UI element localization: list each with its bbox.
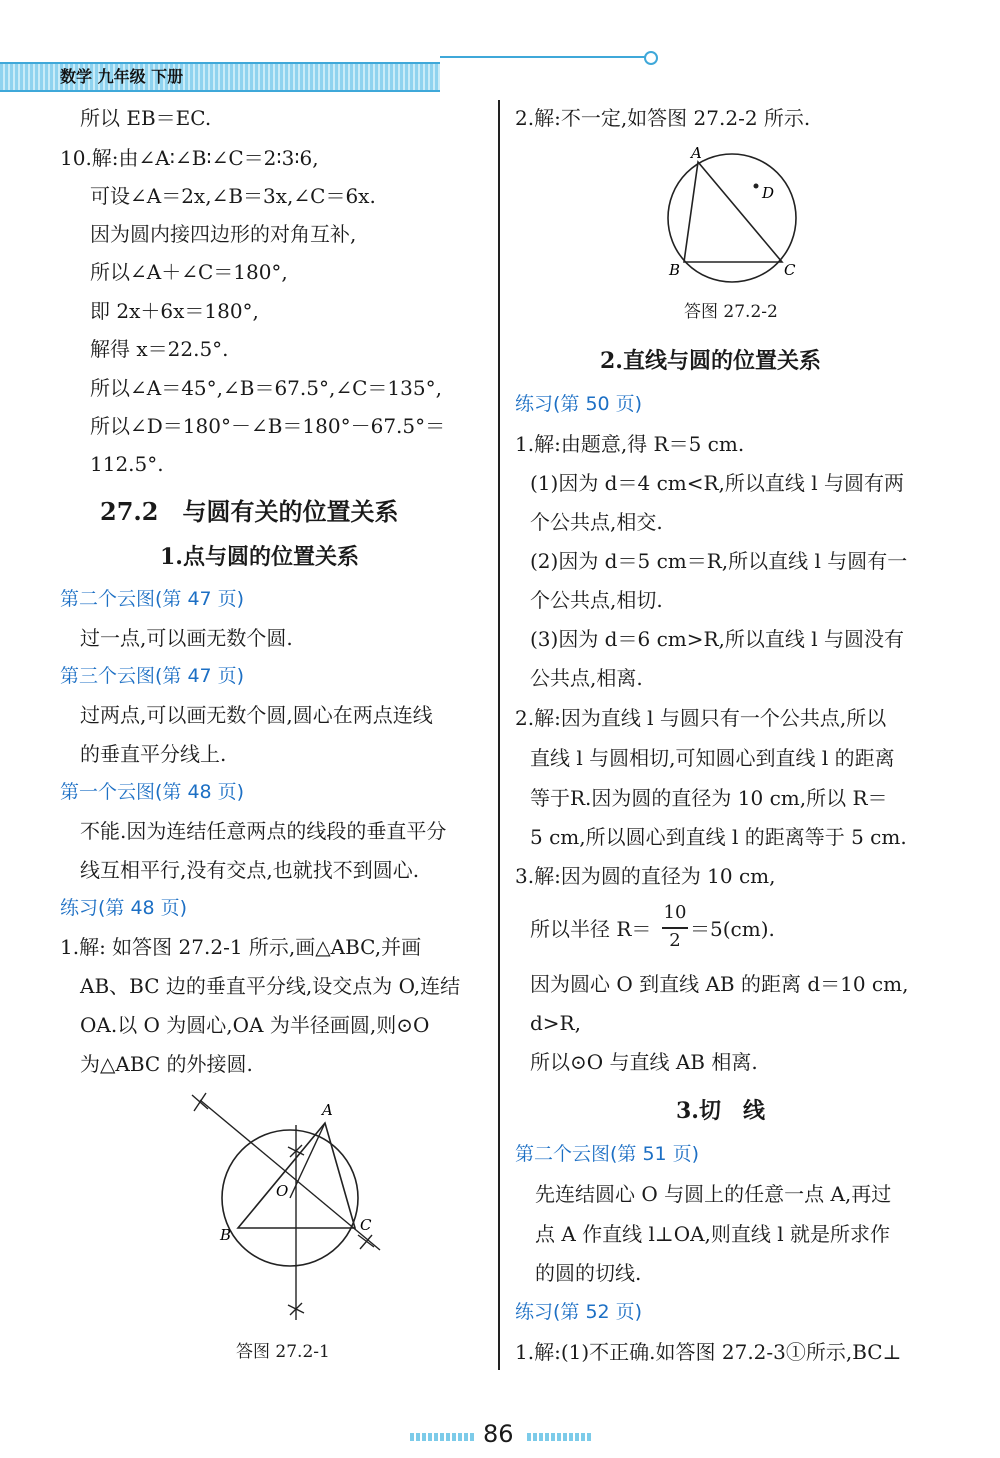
text-line: 1.解:由题意,得 R＝5 cm. (515, 432, 745, 456)
label-C: C (784, 261, 796, 279)
exercise-heading: 第一个云图(第 48 页) (60, 781, 245, 803)
text-line: AB、BC 边的垂直平分线,设交点为 O,连结 (80, 974, 461, 998)
column-divider (498, 100, 500, 1370)
text-line: 直线 l 与圆相切,可知圆心到直线 l 的距离 (530, 746, 895, 770)
text-line: 所以∠A＋∠C＝180°, (90, 260, 288, 284)
footer-decoration (527, 1433, 592, 1441)
header-dot (644, 51, 658, 65)
text-line: 所以 EB＝EC. (80, 106, 212, 130)
label-C: C (360, 1216, 372, 1234)
exercise-heading: 练习(第 50 页) (515, 393, 643, 415)
label-B: B (669, 261, 681, 279)
footer-decoration (410, 1433, 475, 1441)
text-line: (2)因为 d＝5 cm＝R,所以直线 l 与圆有一 (530, 549, 908, 573)
figure-caption: 答图 27.2-1 (236, 1342, 330, 1362)
exercise-heading: 第二个云图(第 51 页) (515, 1143, 700, 1165)
subsection-title: 3.切 线 (676, 1098, 765, 1124)
text-line: 的圆的切线. (535, 1261, 642, 1285)
text-line: 为△ABC 的外接圆. (80, 1052, 253, 1076)
exercise-heading: 第三个云图(第 47 页) (60, 665, 245, 687)
fraction-numerator: 10 (663, 902, 687, 923)
text-line: 可设∠A＝2x,∠B＝3x,∠C＝6x. (90, 184, 376, 208)
figure-caption: 答图 27.2-2 (684, 302, 778, 322)
text-line: 公共点,相离. (530, 666, 643, 690)
exercise-heading: 第二个云图(第 47 页) (60, 588, 245, 610)
text-line: 解得 x＝22.5°. (90, 337, 229, 361)
text-line: 点 A 作直线 l⊥OA,则直线 l 就是所求作 (535, 1222, 891, 1246)
text-line: 2.解:不一定,如答图 27.2-2 所示. (515, 106, 811, 130)
label-O: O (276, 1182, 289, 1200)
figure-27-2-1 (170, 1085, 400, 1335)
text-line: 等于R.因为圆的直径为 10 cm,所以 R＝ (530, 786, 888, 810)
text-line: ＝5(cm). (690, 917, 775, 941)
fraction-denominator: 2 (669, 930, 681, 951)
exercise-heading: 练习(第 52 页) (515, 1301, 643, 1323)
header-rule (440, 56, 645, 58)
page-number: 86 (483, 1420, 514, 1448)
text-line: 1.解: 如答图 27.2-1 所示,画△ABC,并画 (60, 935, 422, 959)
text-line: d>R, (530, 1011, 581, 1035)
label-D: D (762, 184, 775, 202)
text-line: 所以⊙O 与直线 AB 相离. (530, 1050, 758, 1074)
subsection-title: 2.直线与圆的位置关系 (600, 348, 821, 374)
text-line: 因为圆心 O 到直线 AB 的距离 d＝10 cm, (530, 972, 909, 996)
text-line: 1.解:(1)不正确.如答图 27.2-3①所示,BC⊥ (515, 1340, 902, 1364)
section-title: 27.2 与圆有关的位置关系 (100, 497, 399, 526)
fraction-bar (662, 927, 688, 929)
text-line: 不能.因为连结任意两点的线段的垂直平分 (80, 819, 447, 843)
text-line: 所以∠A＝45°,∠B＝67.5°,∠C＝135°, (90, 376, 442, 400)
text-line: 个公共点,相切. (530, 588, 663, 612)
text-line: 即 2x＋6x＝180°, (90, 299, 259, 323)
text-line: 5 cm,所以圆心到直线 l 的距离等于 5 cm. (530, 825, 907, 849)
text-line: 因为圆内接四边形的对角互补, (90, 222, 357, 246)
text-line: 个公共点,相交. (530, 510, 663, 534)
label-B: B (220, 1226, 232, 1244)
text-line: 2.解:因为直线 l 与圆只有一个公共点,所以 (515, 706, 887, 730)
text-line: 先连结圆心 O 与圆上的任意一点 A,再过 (535, 1182, 892, 1206)
label-A: A (691, 144, 702, 162)
text-line: 10.解:由∠A∶∠B∶∠C＝2∶3∶6, (60, 146, 319, 170)
text-line: 过一点,可以画无数个圆. (80, 626, 293, 650)
subsection-title: 1.点与圆的位置关系 (160, 544, 359, 570)
exercise-heading: 练习(第 48 页) (60, 897, 188, 919)
text-line: 的垂直平分线上. (80, 742, 227, 766)
text-line: 线互相平行,没有交点,也就找不到圆心. (80, 858, 420, 882)
label-A: A (322, 1101, 333, 1119)
text-line: 3.解:因为圆的直径为 10 cm, (515, 864, 776, 888)
figure-27-2-2 (660, 142, 810, 292)
text-line: 过两点,可以画无数个圆,圆心在两点连线 (80, 703, 433, 727)
text-line: 所以∠D＝180°－∠B＝180°－67.5°＝ (90, 414, 446, 438)
book-title: 数学 九年级 下册 (60, 67, 184, 86)
text-line: 112.5°. (90, 452, 164, 476)
text-line: OA.以 O 为圆心,OA 为半径画圆,则⊙O (80, 1013, 430, 1037)
text-line: 所以半径 R＝ (530, 917, 652, 941)
text-line: (1)因为 d＝4 cm<R,所以直线 l 与圆有两 (530, 471, 905, 495)
text-line: (3)因为 d＝6 cm>R,所以直线 l 与圆没有 (530, 627, 905, 651)
